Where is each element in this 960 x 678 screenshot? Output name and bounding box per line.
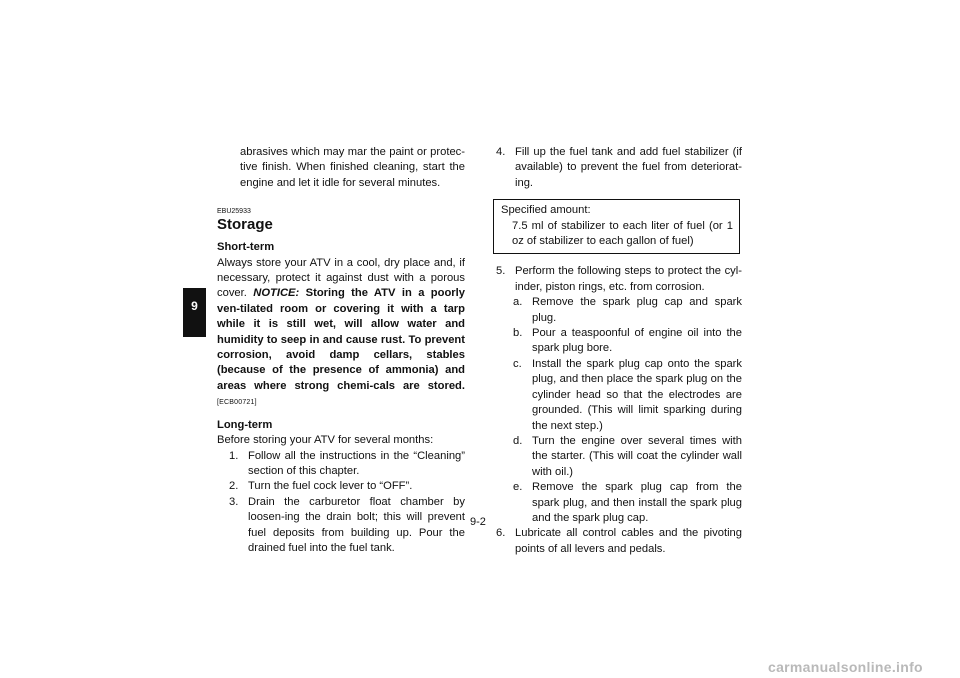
list-item: [229, 449, 465, 480]
sub-list-item: [496, 357, 742, 434]
spec-label: Specified amount:: [501, 204, 591, 217]
list-number: 1.: [229, 449, 239, 462]
chapter-tab: 9: [183, 288, 206, 337]
list-number: 6.: [496, 527, 506, 540]
notice-code: [ECB00721]: [217, 399, 257, 407]
short-term-paragraph: [217, 256, 465, 411]
sub-list-text: Turn the engine over several times with the starter. (This will coat the cylinder wall with oil.): [532, 434, 742, 478]
list-text: Follow all the instructions in the “Cleaning” section of this chapter.: [248, 449, 465, 477]
sub-list-item: [496, 480, 742, 526]
list-number: 3.: [229, 495, 239, 508]
list-item: [496, 264, 742, 295]
left-column: [217, 145, 465, 556]
list-text: Turn the fuel cock lever to “OFF”.: [248, 480, 413, 493]
watermark[interactable]: carmanualsonline.info: [768, 659, 923, 675]
sub-list-text: Pour a teaspoonful of engine oil into the spark plug bore.: [532, 327, 742, 355]
specified-amount-box: [493, 199, 740, 254]
section-code: EBU25933: [217, 208, 251, 216]
short-term-text: Always store your ATV in a cool, dry place and, if necessary, protect it against dust with a porous cover.: [217, 256, 465, 300]
page-number: 9-2: [470, 516, 486, 528]
sub-list-letter: a.: [513, 296, 523, 309]
list-text: Drain the carburetor float chamber by loosen-ing the drain bolt; this will prevent fuel deposits from building up. Pour the drained fuel into the fuel tank.: [248, 495, 465, 554]
section-title: Storage: [217, 216, 273, 234]
sub-list-text: Remove the spark plug cap from the spark plug, and then install the spark plug and the spark plug cap.: [532, 481, 742, 524]
list-item: [496, 526, 742, 557]
list-text: Lubricate all control cables and the pivoting points of all levers and pedals.: [515, 527, 742, 555]
sub-list-letter: c.: [513, 357, 522, 370]
sub-list-item: [496, 295, 742, 326]
sub-list-item: [496, 434, 742, 480]
list-number: 5.: [496, 265, 506, 278]
short-term-heading: Short-term: [217, 241, 275, 254]
spec-value: 7.5 ml of stabilizer to each liter of fuel (or 1 oz of stabilizer to each gallon of fuel): [512, 219, 733, 248]
long-term-list: [217, 449, 465, 557]
notice-text: Storing the ATV in a poorly ven-tilated room or covering it with a tarp while it is still wet, will allow water and humidity to seep in and cause rust. To prevent corrosion, avoid damp cellars, stables (because of the presence of ammonia) and areas where strong chemi-cals are stored.: [217, 287, 465, 392]
list-number: 4.: [496, 146, 506, 158]
list-number: 2.: [229, 480, 239, 493]
list-text: Fill up the fuel tank and add fuel stabilizer (if available) to prevent the fuel from deteriorat-ing.: [515, 146, 742, 189]
sub-list-item: [496, 326, 742, 357]
sub-list-text: Remove the spark plug cap and spark plug.: [532, 296, 742, 324]
long-term-intro: Before storing your ATV for several months:: [217, 434, 434, 447]
sub-list-letter: d.: [513, 434, 523, 447]
sub-list-letter: b.: [513, 327, 523, 340]
intro-paragraph: abrasives which may mar the paint or protec-tive finish. When finished cleaning, start the engine and let it idle for several minutes.: [240, 146, 465, 189]
sub-list-text: Install the spark plug cap onto the spark plug, and then place the spark plug on the cylinder head so that the electrodes are grounded. (This will limit sparking during the next step.): [532, 357, 742, 432]
list-item: [229, 495, 465, 557]
right-column: [496, 145, 742, 557]
sub-list-letter: e.: [513, 481, 523, 494]
list-item: [496, 145, 742, 191]
list-text: Perform the following steps to protect the cyl-inder, piston rings, etc. from corrosion.: [515, 265, 742, 293]
list-item: [229, 479, 465, 494]
long-term-heading: Long-term: [217, 418, 273, 431]
notice-label: NOTICE:: [253, 287, 300, 300]
